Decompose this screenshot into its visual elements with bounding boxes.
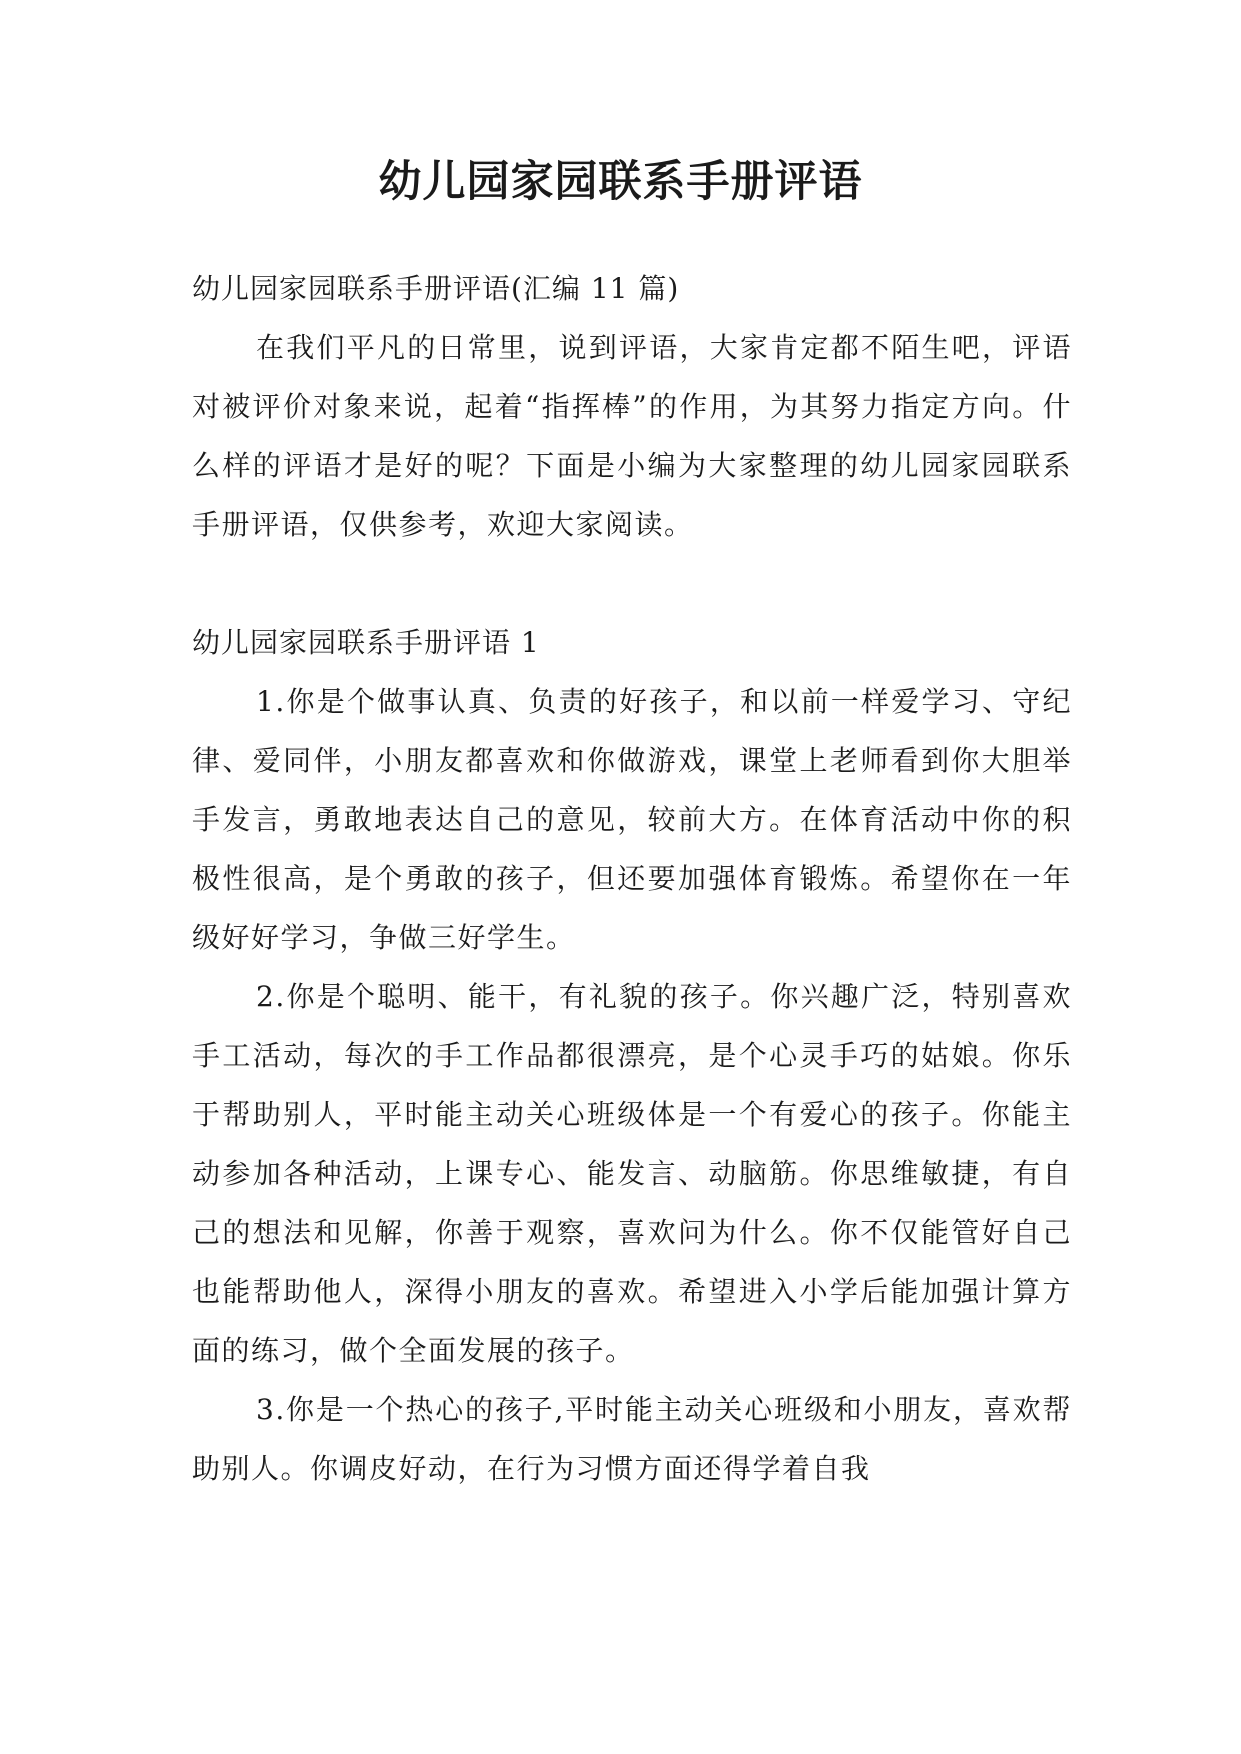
- document-title: 幼儿园家园联系手册评语: [378, 157, 863, 207]
- comment-item-2: 2.你是个聪明、能干，有礼貌的孩子。你兴趣广泛，特别喜欢手工活动，每次的手工作品都很漂亮，是个心灵手巧的姑娘。你乐于帮助别人，平时能主动关心班级体是一个有爱心的孩子。你能主动参加各种活动，上课专心、能发言、动脑筋。你思维敏捷，有自己的想法和见解，你善于观察，喜欢问为什么。你不仅能管好自己也能帮助他人，深得小朋友的喜欢。希望进入小学后能加强计算方面的练习，做个全面发展的孩子。: [192, 980, 1072, 1367]
- comment-item-1: 1.你是个做事认真、负责的好孩子，和以前一样爱学习、守纪律、爱同伴，小朋友都喜欢和你做游戏，课堂上老师看到你大胆举手发言，勇敢地表达自己的意见，较前大方。在体育活动中你的积极性很高，是个勇敢的孩子，但还要加强体育锻炼。希望你在一年级好好学习，争做三好学生。: [192, 685, 1072, 954]
- intro-paragraph: 在我们平凡的日常里，说到评语，大家肯定都不陌生吧，评语对被评价对象来说，起着“指挥棒”的作用，为其努力指定方向。什么样的评语才是好的呢？下面是小编为大家整理的幼儿园家园联系手册评语，仅供参考，欢迎大家阅读。: [192, 331, 1072, 541]
- document-body: [192, 259, 1072, 1498]
- section-heading: 幼儿园家园联系手册评语 1: [192, 626, 540, 659]
- document-subtitle: 幼儿园家园联系手册评语(汇编 11 篇): [192, 272, 680, 305]
- comment-item-3: 3.你是一个热心的孩子,平时能主动关心班级和小朋友，喜欢帮助别人。你调皮好动，在行为习惯方面还得学着自我: [192, 1393, 1072, 1485]
- section-spacer: [192, 554, 1072, 613]
